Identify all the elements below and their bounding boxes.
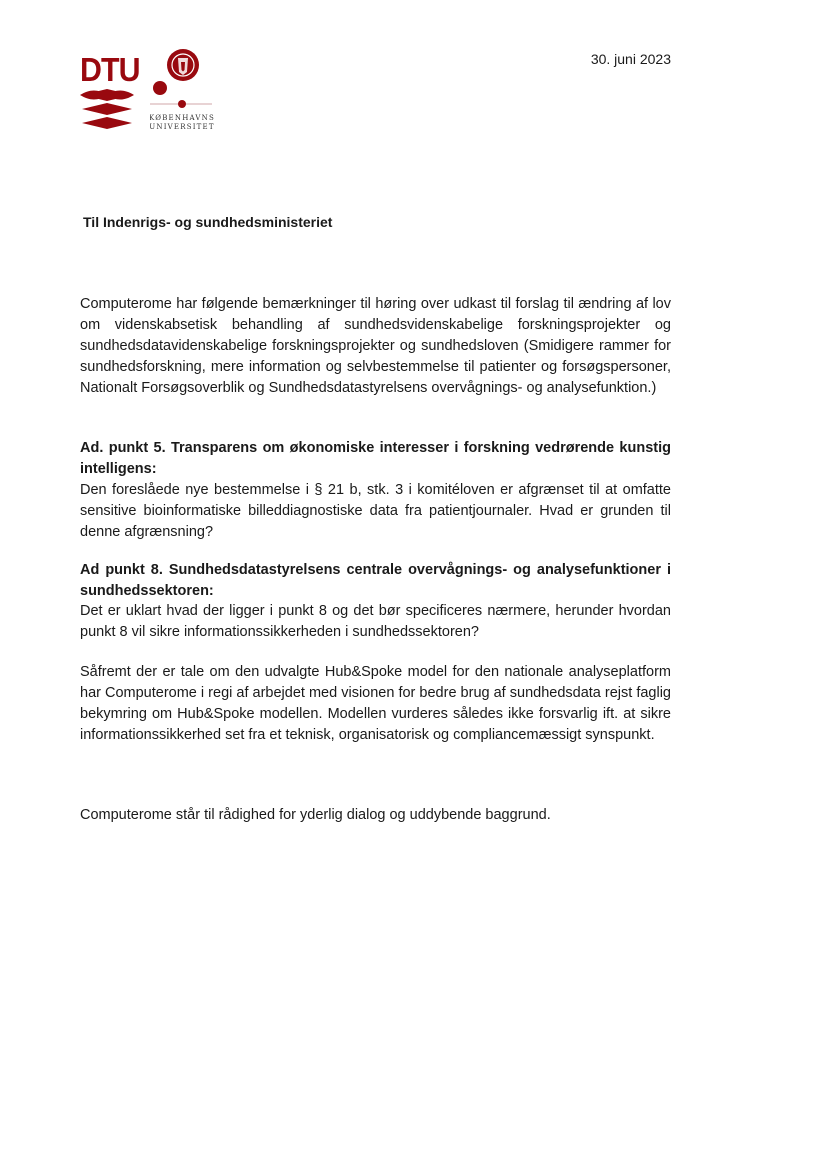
point-8-paragraph-2: Såfremt der er tale om den udvalgte Hub&Spoke model for den nationale analyseplatform har Computerome i regi af arbejdet med visionen for bedre brug af sundhedsdata rejst faglig bekymring om Hub&Spoke modellen. Modellen vurderes således ikke forsvarlig ift. at sikre informationssikkerhed set fra et teknisk, organisatorisk og compliancemæssigt synspunkt. [80, 664, 671, 743]
ku-logo-line2: UNIVERSITET [150, 123, 214, 131]
ku-seal-icon [150, 48, 214, 136]
letter-date: 30. juni 2023 [590, 51, 671, 67]
dtu-wave-icon [80, 89, 134, 135]
closing-paragraph: Computerome står til rådighed for yderlig dialog og uddybende baggrund. [80, 807, 551, 823]
point-5-paragraph: Den foreslåede nye bestemmelse i § 21 b, stk. 3 i komitéloven er afgrænset til at omfatte sensitive bioinformatiske billeddiagnostiske data fra patientjournaler. Hvad er grunden til denne afgrænsning? [80, 482, 671, 540]
intro-paragraph: Computerome har følgende bemærkninger til høring over udkast til forslag til ændring af lov om videnskabsetisk behandling af sundhedsvidenskabelige forskningsprojekter og sundhedsdatavidenskabelige forskningsprojekter og sundhedsloven (Smidigere rammer for sundhedsforskning, mere information og selvbestemmelse til patienter og forsøgspersoner, Nationalt Forsøgsoverblik og Sundhedsdatastyrelsens overvågnings- og analysefunktion.) [80, 296, 671, 396]
dtu-logo-text: DTU [80, 51, 140, 88]
dtu-logo [80, 51, 140, 135]
recipient-heading: Til Indenrigs- og sundhedsministeriet [83, 214, 333, 230]
point-8-heading: Ad punkt 8. Sundhedsdatastyrelsens centrale overvågnings- og analysefunktioner i sundhedssektoren: [80, 562, 671, 599]
point-8-paragraph-1: Det er uklart hvad der ligger i punkt 8 og det bør specificeres nærmere, herunder hvordan punkt 8 vil sikre informationssikkerheden i sundhedssektoren? [80, 603, 671, 640]
ku-logo [150, 48, 214, 136]
ku-logo-line1: KØBENHAVNS [150, 114, 214, 122]
point-5-heading: Ad. punkt 5. Transparens om økonomiske interesser i forskning vedrørende kunstig intelligens: [80, 440, 671, 477]
